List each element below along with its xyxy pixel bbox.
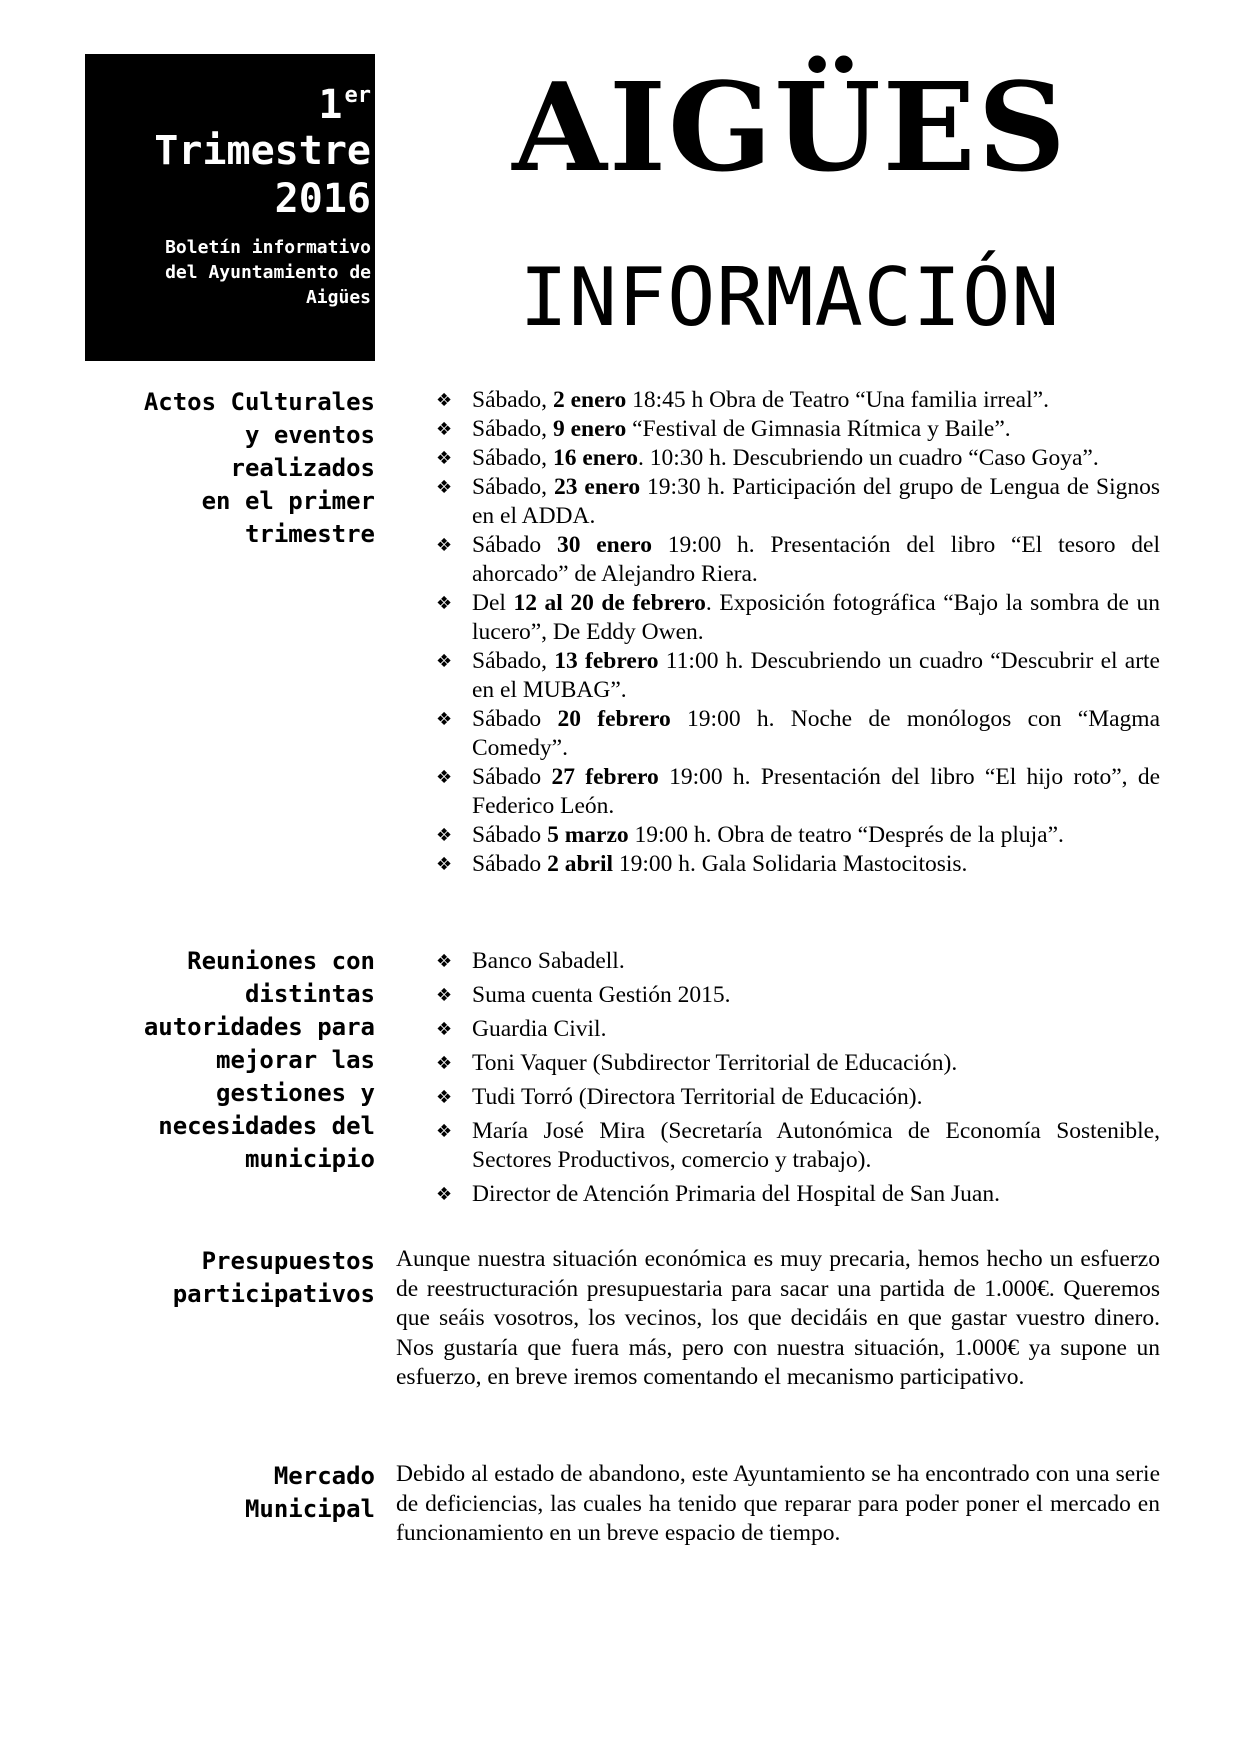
diamond-bullet-icon: ❖: [436, 448, 453, 469]
diamond-bullet-icon: ❖: [436, 535, 453, 556]
diamond-bullet-icon: ❖: [436, 1087, 453, 1108]
event-date: 5 marzo: [547, 822, 629, 848]
diamond-bullet-icon: ❖: [436, 951, 453, 972]
event-date: 27 febrero: [551, 764, 659, 790]
diamond-bullet-icon: ❖: [436, 593, 453, 614]
diamond-bullet-icon: ❖: [436, 825, 453, 846]
meetings-list-wrap: [430, 947, 1160, 1214]
diamond-bullet-icon: ❖: [436, 651, 453, 672]
diamond-bullet-icon: ❖: [436, 709, 453, 730]
event-date: 13 febrero: [554, 648, 659, 674]
list-item: ❖ Sábado, 2 enero 18:45 h Obra de Teatro “Una familia irreal”.: [436, 387, 1049, 413]
list-item: ❖ Sábado 30 enero 19:00 h. Presentación del libro “El tesoro del ahorcado” de Alejandro Riera.: [436, 532, 1160, 587]
diamond-bullet-icon: ❖: [436, 477, 453, 498]
event-date: 23 enero: [554, 474, 641, 500]
list-item: ❖ Suma cuenta Gestión 2015.: [436, 982, 731, 1008]
section-label-cultural: Actos Culturales y eventos realizados en el primer trimestre: [143, 388, 375, 548]
event-date: 2 abril: [547, 851, 613, 877]
event-date: 12 al 20 de febrero: [513, 590, 706, 616]
issue-period: Trimestre: [154, 128, 371, 174]
event-date: 9 enero: [552, 416, 627, 442]
section-label-market: Mercado Municipal: [244, 1462, 375, 1523]
diamond-bullet-icon: ❖: [436, 390, 453, 411]
list-item: ❖ Banco Sabadell.: [436, 948, 625, 974]
event-date: 20 febrero: [557, 706, 671, 732]
list-item: ❖ Del 12 al 20 de febrero. Exposición fotográfica “Bajo la sombra de un lucero”, De Eddy Owen.: [436, 590, 1161, 645]
event-date: 2 enero: [552, 387, 627, 413]
diamond-bullet-icon: ❖: [436, 1019, 453, 1040]
diamond-bullet-icon: ❖: [436, 419, 453, 440]
cultural-events-list: [430, 386, 1160, 879]
list-item: ❖ Sábado 2 abril 19:00 h. Gala Solidaria Mastocitosis.: [436, 851, 968, 877]
list-item: ❖ Sábado, 13 febrero 11:00 h. Descubriendo un cuadro “Descubrir el arte en el MUBAG”.: [436, 648, 1160, 703]
list-item: ❖ Sábado, 16 enero. 10:30 h. Descubriendo un cuadro “Caso Goya”.: [436, 445, 1099, 471]
diamond-bullet-icon: ❖: [436, 767, 453, 788]
diamond-bullet-icon: ❖: [436, 854, 453, 875]
market-text: Debido al estado de abandono, este Ayuntamiento se ha encontrado con una serie de deficiencias, las cuales ha tenido que reparar para poder poner el mercado en funcionamiento en un breve espacio de tiempo.: [396, 1461, 1160, 1546]
issue-ordinal: 1er: [318, 82, 371, 128]
event-date: 30 enero: [556, 532, 652, 558]
list-item: ❖ Sábado 20 febrero 19:00 h. Noche de monólogos con “Magma Comedy”.: [436, 706, 1161, 761]
issue-subtitle: Boletín informativo del Ayuntamiento de Aigües: [165, 237, 371, 308]
diamond-bullet-icon: ❖: [436, 1053, 453, 1074]
list-item: ❖ Director de Atención Primaria del Hospital de San Juan.: [436, 1181, 1000, 1207]
list-item: ❖ Guardia Civil.: [436, 1016, 607, 1042]
list-item: ❖ Toni Vaquer (Subdirector Territorial de Educación).: [436, 1050, 958, 1076]
diamond-bullet-icon: ❖: [436, 1121, 453, 1142]
cultural-list-wrap: [430, 386, 1160, 879]
meetings-list: [430, 947, 1160, 1209]
list-item: ❖ Sábado, 9 enero “Festival de Gimnasia Rítmica y Baile”.: [436, 416, 1011, 442]
list-item: ❖ Sábado 27 febrero 19:00 h. Presentación del libro “El hijo roto”, de Federico León.: [436, 764, 1161, 819]
page-subtitle: INFORMACIÓN: [519, 251, 1061, 344]
diamond-bullet-icon: ❖: [436, 985, 453, 1006]
event-date: 16 enero: [552, 445, 638, 471]
list-item: ❖ Sábado 5 marzo 19:00 h. Obra de teatro “Després de la pluja”.: [436, 822, 1064, 848]
list-item: ❖ Tudi Torró (Directora Territorial de Educación).: [436, 1084, 923, 1110]
issue-badge: [85, 54, 375, 361]
issue-year: 2016: [274, 176, 371, 222]
budget-text: Aunque nuestra situación económica es muy precaria, hemos hecho un esfuerzo de reestructuración presupuestaria para sacar una partida de 1.000€. Queremos que seáis vosotros, los vecinos, los que decidáis en que gastar vuestro dinero. Nos gustaría que fuera más, pero con nuestra situación, 1.000€ ya supone un esfuerzo, en breve iremos comentando el mecanismo participativo.: [396, 1246, 1160, 1390]
section-label-meetings: Reuniones con distintas autoridades para mejorar las gestiones y necesidades del municipio: [143, 947, 375, 1173]
diamond-bullet-icon: ❖: [436, 1184, 453, 1205]
list-item: ❖ María José Mira (Secretaría Autonómica de Economía Sostenible, Sectores Productivos, comercio y trabajo).: [436, 1118, 1160, 1173]
section-label-budget: Presupuestos participativos: [172, 1247, 375, 1308]
page-title: AIGÜES: [512, 55, 1068, 199]
list-item: ❖ Sábado, 23 enero 19:30 h. Participación del grupo de Lengua de Signos en el ADDA.: [436, 474, 1161, 529]
